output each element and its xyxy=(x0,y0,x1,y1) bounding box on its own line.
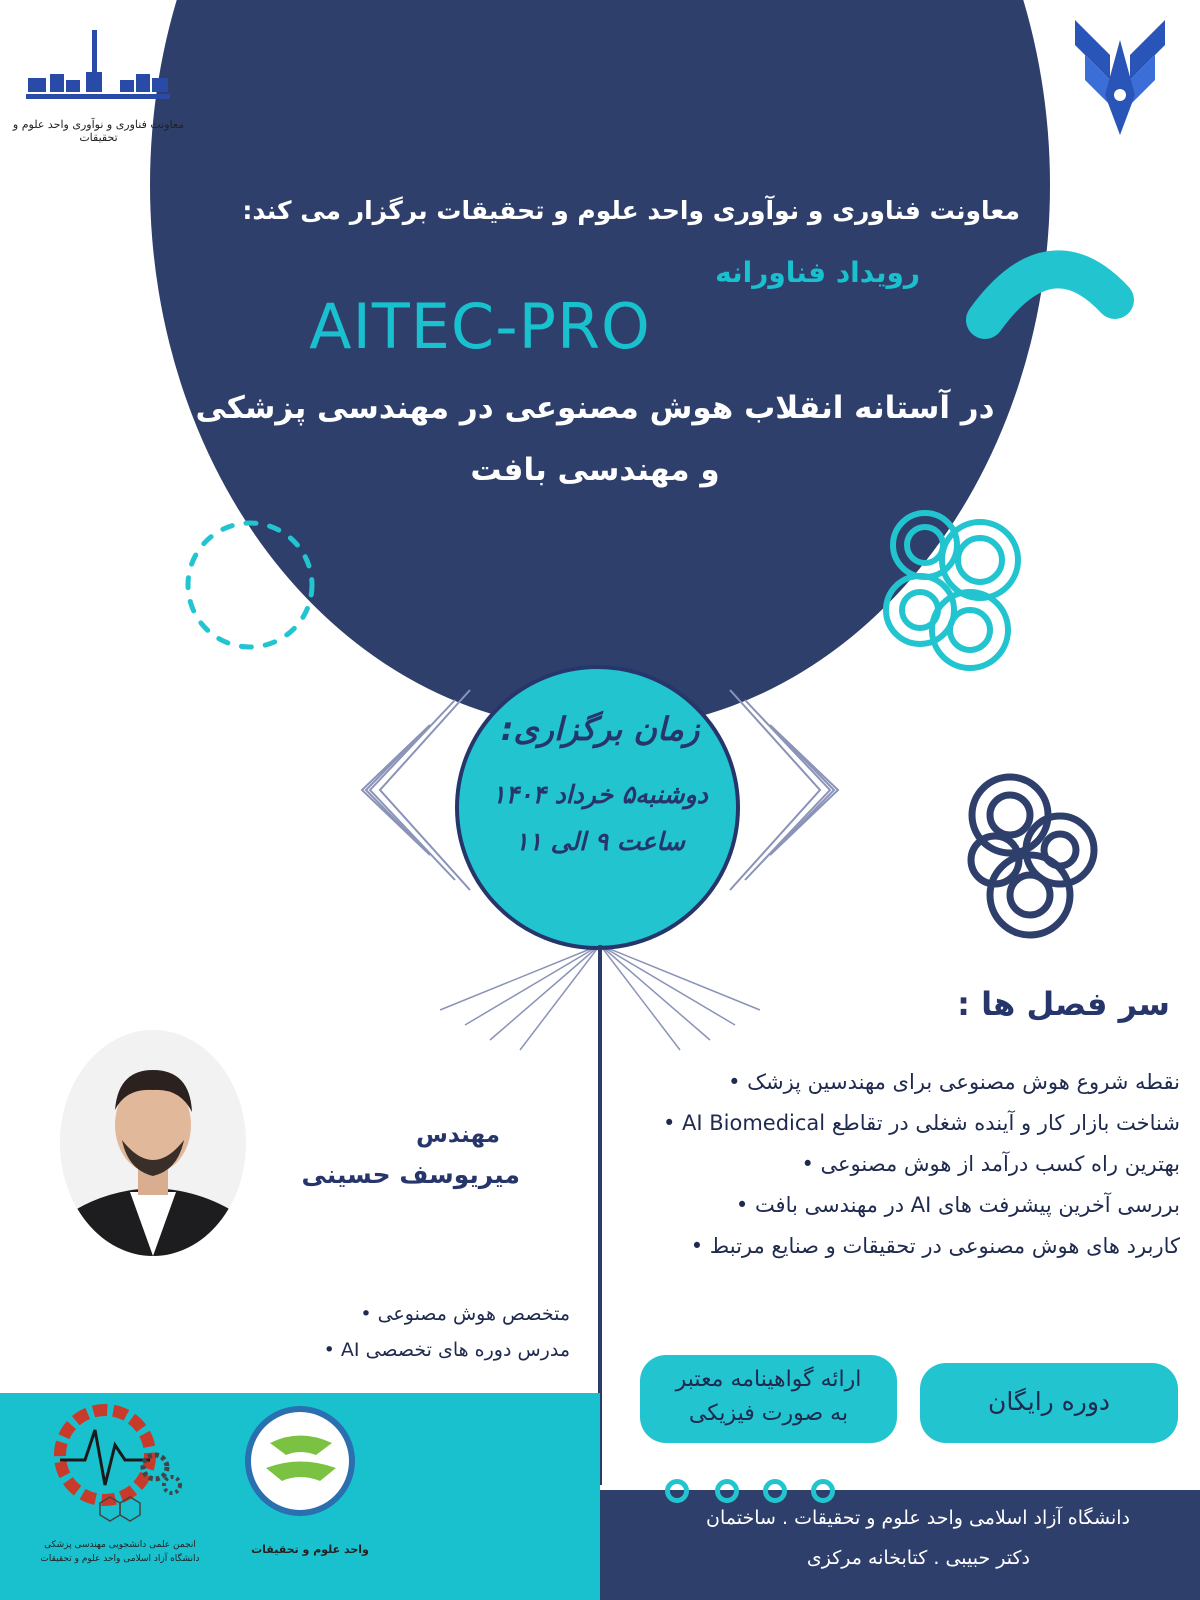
swirl-navy-decoration xyxy=(971,777,1094,935)
decor-dot xyxy=(715,1479,739,1503)
speaker-title: مهندس xyxy=(416,1122,500,1148)
free-course-label: دوره رایگان xyxy=(987,1387,1111,1416)
chapters-title: سر فصل ها : xyxy=(957,985,1170,1023)
biomedical-association-logo xyxy=(60,1410,180,1521)
swirl-teal-decoration xyxy=(886,513,1018,668)
decor-dot xyxy=(665,1479,689,1503)
event-subtitle-line1: در آستانه انقلاب هوش مصنوعی در مهندسی پزشکی xyxy=(195,390,995,426)
event-title: AITEC-PRO xyxy=(309,290,651,363)
decor-dot xyxy=(763,1479,787,1503)
speaker-name: میریوسف حسینی xyxy=(301,1160,520,1189)
schedule-hours: ساعت ۹ الی ۱۱ xyxy=(515,827,685,856)
young-researchers-caption: واحد علوم و تحقیقات xyxy=(251,1543,369,1556)
certificate-badge-line2: به صورت فیزیکی xyxy=(688,1401,849,1426)
address-line2: دکتر حبیبی . کتابخانه مرکزی xyxy=(806,1547,1030,1569)
free-course-badge xyxy=(920,1363,1178,1443)
biomedical-association-caption-1: انجمن علمی دانشجویی مهندسی پزشکی xyxy=(44,1540,196,1550)
chapters-list xyxy=(600,1062,1180,1267)
chapter-item: کاربرد های هوش مصنوعی در تحقیقات و صنایع مرتبط • xyxy=(600,1226,1180,1267)
certificate-badge-line1: ارائه گواهینامه معتبر xyxy=(675,1367,862,1392)
footer-logos xyxy=(0,1393,600,1600)
chapter-item: بررسی آخرین پیشرفت های AI در مهندسی بافت • xyxy=(600,1185,1180,1226)
decor-dot xyxy=(811,1479,835,1503)
tech-vice-presidency-logo xyxy=(26,30,170,99)
schedule-label: زمان برگزاری: xyxy=(500,710,700,748)
schedule-date: دوشنبه۵ خرداد ۱۴۰۴ xyxy=(492,780,708,809)
dashed-ring-decoration xyxy=(188,523,312,647)
speaker-role-item: مدرس دوره های تخصصی AI • xyxy=(240,1332,570,1368)
speaker-photo xyxy=(60,1030,246,1256)
teal-swoosh-decoration xyxy=(985,269,1115,320)
azad-university-logo xyxy=(1075,20,1165,135)
biomedical-association-caption-2: دانشگاه آزاد اسلامی واحد علوم و تحقیقات xyxy=(40,1554,200,1564)
chapter-item: بهترین راه کسب درآمد از هوش مصنوعی • xyxy=(600,1144,1180,1185)
certificate-badge xyxy=(640,1355,897,1443)
organizer-line: معاونت فناوری و نوآوری واحد علوم و تحقیقات برگزار می کند: xyxy=(242,196,1020,225)
speaker-portrait-illustration xyxy=(60,1030,246,1256)
speaker-roles xyxy=(240,1296,570,1368)
speaker-role-item: متخصص هوش مصنوعی • xyxy=(240,1296,570,1332)
chapter-item: شناخت بازار کار و آینده شغلی در تقاطع AI Biomedical • xyxy=(600,1103,1180,1144)
event-kicker: رویداد فناورانه xyxy=(715,256,920,289)
address-line1: دانشگاه آزاد اسلامی واحد علوم و تحقیقات . ساختمان xyxy=(706,1507,1130,1529)
chapter-item: نقطه شروع هوش مصنوعی برای مهندسین پزشک • xyxy=(600,1062,1180,1103)
young-researchers-club-logo xyxy=(248,1409,352,1513)
tech-vice-presidency-caption: معاونت فناوری و نوآوری واحد علوم و تحقیقات xyxy=(12,118,185,144)
event-subtitle-line2: و مهندسی بافت xyxy=(470,452,720,488)
